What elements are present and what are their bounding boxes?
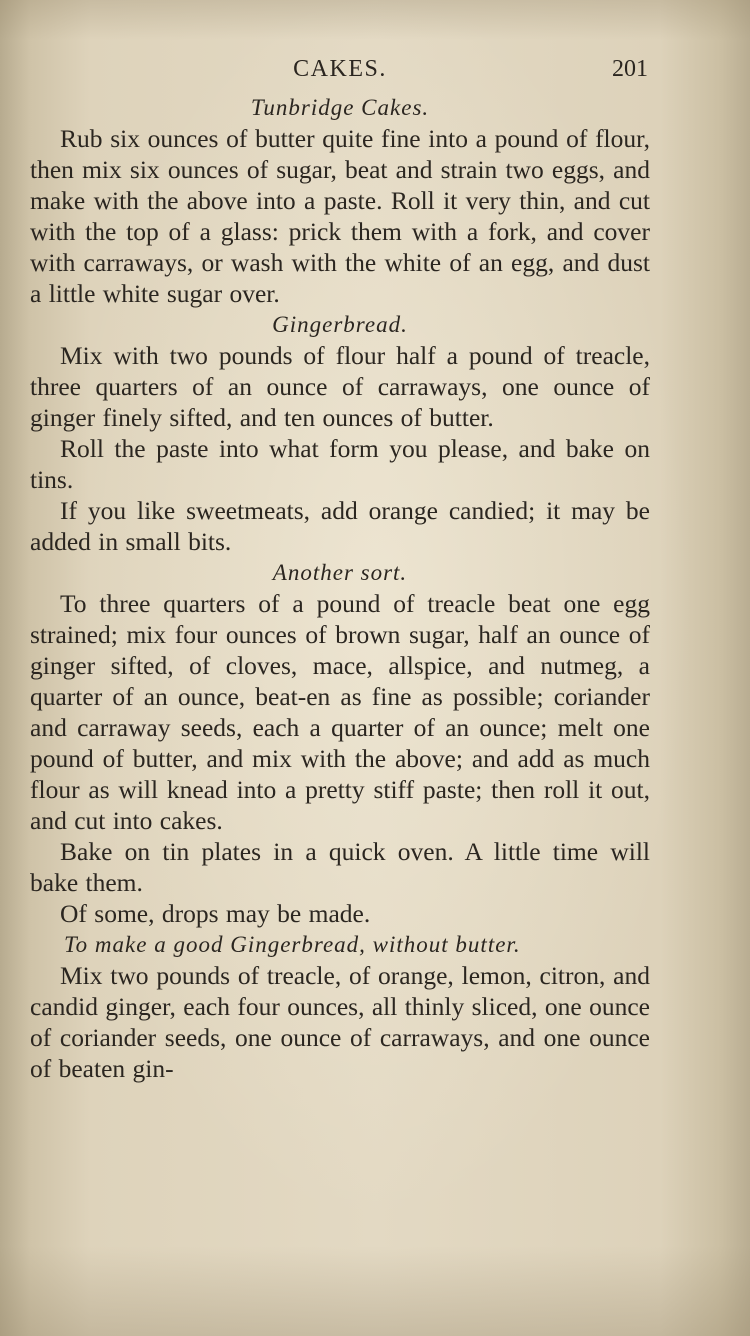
recipe-gingerbread bbox=[30, 309, 650, 557]
page-number: 201 bbox=[612, 56, 648, 82]
page-shadow-bottom bbox=[0, 1246, 750, 1336]
recipe-gingerbread-without-butter bbox=[30, 929, 650, 1084]
recipe-paragraph: To three quarters of a pound of treacle beat one egg strained; mix four ounces of brown sugar, half an ounce of ginger sifted, of cloves, mace, allspice, and nutmeg, a quarter of an ounce, beat-en as fine as possible; coriander and carraway seeds, each a quarter of an ounce; melt one pound of butter, and mix with the above; and add as much flour as will knead into a pretty stiff paste; then roll it out, and cut into cakes. bbox=[30, 589, 650, 835]
recipe-paragraph: Roll the paste into what form you please, and bake on tins. bbox=[30, 434, 650, 494]
recipe-tunbridge-cakes bbox=[30, 92, 650, 309]
page-shadow-top bbox=[0, 0, 750, 40]
recipe-title: Gingerbread. bbox=[272, 312, 408, 337]
recipe-title: Another sort. bbox=[272, 560, 408, 585]
recipe-paragraph: Bake on tin plates in a quick oven. A little time will bake them. bbox=[30, 837, 650, 897]
recipe-paragraph: Rub six ounces of butter quite fine into a pound of flour, then mix six ounces of sugar, beat and strain two eggs, and make with the above into a paste. Roll it very thin, and cut with the top of a glass: prick them with a fork, and cover with carraways, or wash with the white of an egg, and dust a little white sugar over. bbox=[30, 124, 650, 308]
running-head: CAKES. bbox=[293, 56, 387, 82]
recipe-title: Tunbridge Cakes. bbox=[250, 95, 430, 120]
recipe-another-sort bbox=[30, 557, 650, 929]
recipe-paragraph: Of some, drops may be made. bbox=[60, 899, 371, 928]
page-header bbox=[30, 56, 650, 92]
recipe-paragraph: If you like sweetmeats, add orange candied; it may be added in small bits. bbox=[30, 496, 650, 556]
recipe-title: To make a good Gingerbread, without butter. bbox=[64, 932, 521, 957]
book-page bbox=[30, 56, 650, 1084]
recipe-paragraph: Mix with two pounds of flour half a pound of treacle, three quarters of an ounce of carraways, one ounce of ginger finely sifted, and ten ounces of butter. bbox=[30, 341, 650, 432]
recipe-paragraph: Mix two pounds of treacle, of orange, lemon, citron, and candid ginger, each four ounces, all thinly sliced, one ounce of coriander seeds, one ounce of carraways, and one ounce of beaten gin- bbox=[30, 961, 650, 1083]
